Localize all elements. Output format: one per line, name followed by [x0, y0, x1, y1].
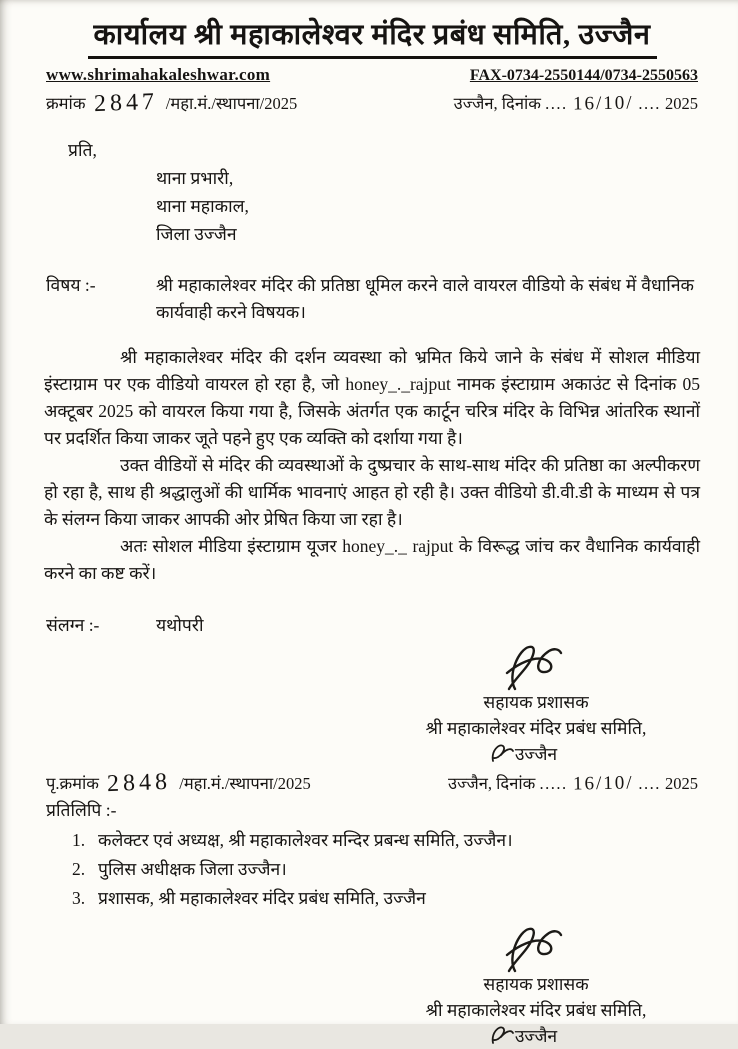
signatory-organization: श्री महाकालेश्वर मंदिर प्रबंध समिति, — [425, 718, 647, 738]
signatory-city-wrap — [515, 1023, 557, 1049]
ref2-label: पृ.क्रमांक — [46, 774, 99, 793]
copy-item — [72, 855, 700, 884]
stamp-scribble-icon — [489, 741, 515, 765]
enclosure-block — [44, 613, 700, 637]
salutation: प्रति, — [68, 140, 97, 160]
recipient-line: थाना प्रभारी, — [156, 168, 234, 188]
copy-item — [72, 826, 700, 855]
date2-year: 2025 — [665, 774, 698, 793]
ref2-number-handwritten: 2848 — [106, 768, 172, 798]
copy-item — [72, 884, 700, 913]
date-dots-after: .... — [638, 94, 661, 113]
ref2-number-line — [46, 769, 311, 796]
recipient-line: थाना महाकाल, — [156, 196, 249, 216]
date-line-2 — [448, 771, 698, 795]
date2-dots-after: .... — [638, 774, 661, 793]
ref-label: क्रमांक — [46, 94, 86, 113]
copy-item-number: 1. — [72, 830, 86, 850]
subject-block — [44, 272, 700, 326]
website-text: www.shrimahakaleshwar.com — [46, 65, 271, 84]
date-label: उज्जैन, दिनांक — [453, 94, 541, 113]
date-year: 2025 — [665, 94, 698, 113]
ref2-suffix: /महा.मं./स्थापना/2025 — [179, 774, 311, 793]
recipient-block — [44, 136, 700, 248]
date2-label: उज्जैन, दिनांक — [448, 774, 536, 793]
reference-row-2 — [46, 769, 698, 796]
letter-body — [44, 344, 700, 587]
subject-label: विषय :- — [46, 275, 96, 295]
date-line — [454, 91, 698, 115]
date-dots-before: .... — [545, 94, 568, 113]
ref-number-line — [46, 89, 297, 116]
stamp-scribble-icon — [489, 1023, 515, 1047]
ref-number-handwritten: 2847 — [93, 88, 159, 118]
copy-item-text: कलेक्टर एवं अध्यक्ष, श्री महाकालेश्वर मन्दिर प्रबन्ध समिति, उज्जैन। — [98, 830, 513, 850]
body-paragraph: श्री महाकालेश्वर मंदिर की दर्शन व्यवस्था को भ्रमित किये जाने के संबंध में सोशल मीडिया इंस्टाग्राम पर एक वीडियो वायरल हो रहा है, जो honey_._rajput नामक इंस्टाग्राम अकाउंट से दिनांक 05 अक्टूबर 2025 को वायरल किया गया है, जिसके अंतर्गत एक कार्टून चरित्र मंदिर के विभिन्न आंतरिक स्थानों पर प्रदर्शित किया जाकर जूते पहने हुए एक व्यक्ति को दर्शाया गया है। — [44, 347, 700, 448]
enclosure-value: यथोपरी — [156, 615, 204, 635]
signature-block-2 — [406, 923, 666, 1049]
signatory-designation: सहायक प्रशासक — [483, 974, 589, 994]
letterhead — [44, 12, 700, 116]
copy-item-text: प्रशासक, श्री महाकालेश्वर मंदिर प्रबंध समिति, उज्जैन — [98, 888, 426, 908]
date2-dots-before: ..... — [539, 774, 568, 793]
enclosure-label: संलग्न :- — [46, 615, 100, 635]
signatory-city: उज्जैन — [514, 1026, 558, 1046]
signature-scribble-icon — [499, 923, 573, 975]
signature-scribble-icon — [499, 641, 573, 693]
recipient-lines — [156, 164, 700, 248]
copy-item-text: पुलिस अधीक्षक जिला उज्जैन। — [98, 859, 287, 879]
signature-block-1 — [406, 641, 666, 767]
subject-text: श्री महाकालेश्वर मंदिर की प्रतिष्ठा धूमिल करने वाले वायरल वीडियो के संबंध में वैधानिक कार्यवाही करने विषयक। — [156, 275, 694, 322]
signatory-city: उज्जैन — [514, 744, 558, 764]
contact-row — [46, 65, 698, 85]
copies-list — [72, 826, 700, 913]
reference-row — [46, 89, 698, 116]
copy-item-number: 2. — [72, 859, 86, 879]
signatory-organization: श्री महाकालेश्वर मंदिर प्रबंध समिति, — [425, 1000, 647, 1020]
recipient-line: जिला उज्जैन — [156, 224, 237, 244]
fax-number: FAX-0734-2550144/0734-2550563 — [469, 67, 698, 84]
body-paragraph: अतः सोशल मीडिया इंस्टाग्राम यूजर honey_._ rajput के विरूद्ध जांच कर वैधानिक कार्यवाही करने का कष्ट करें। — [44, 536, 700, 583]
body-paragraph: उक्त वीडियों से मंदिर की व्यवस्थाओं के दुष्प्रचार के साथ-साथ मंदिर की प्रतिष्ठा का अल्पीकरण हो रहा है, साथ ही श्रद्धालुओं की धार्मिक भावनाएं आहत हो रही है। उक्त वीडियो डी.वी.डी के माध्यम से पत्र के संलग्न किया जाकर आपकी ओर प्रेषित किया जा रहा है। — [44, 455, 700, 529]
signatory-city-wrap — [515, 741, 557, 767]
signatory-designation: सहायक प्रशासक — [483, 692, 589, 712]
date-handwritten: 16/10/ — [572, 92, 634, 115]
copy-item-number: 3. — [72, 888, 86, 908]
letterhead-title: कार्यालय श्री महाकालेश्वर मंदिर प्रबंध समिति, उज्जैन — [88, 14, 657, 59]
copies-label: प्रतिलिपि :- — [46, 800, 117, 820]
ref-suffix: /महा.मं./स्थापना/2025 — [165, 94, 298, 113]
date2-handwritten: 16/10/ — [572, 772, 634, 795]
